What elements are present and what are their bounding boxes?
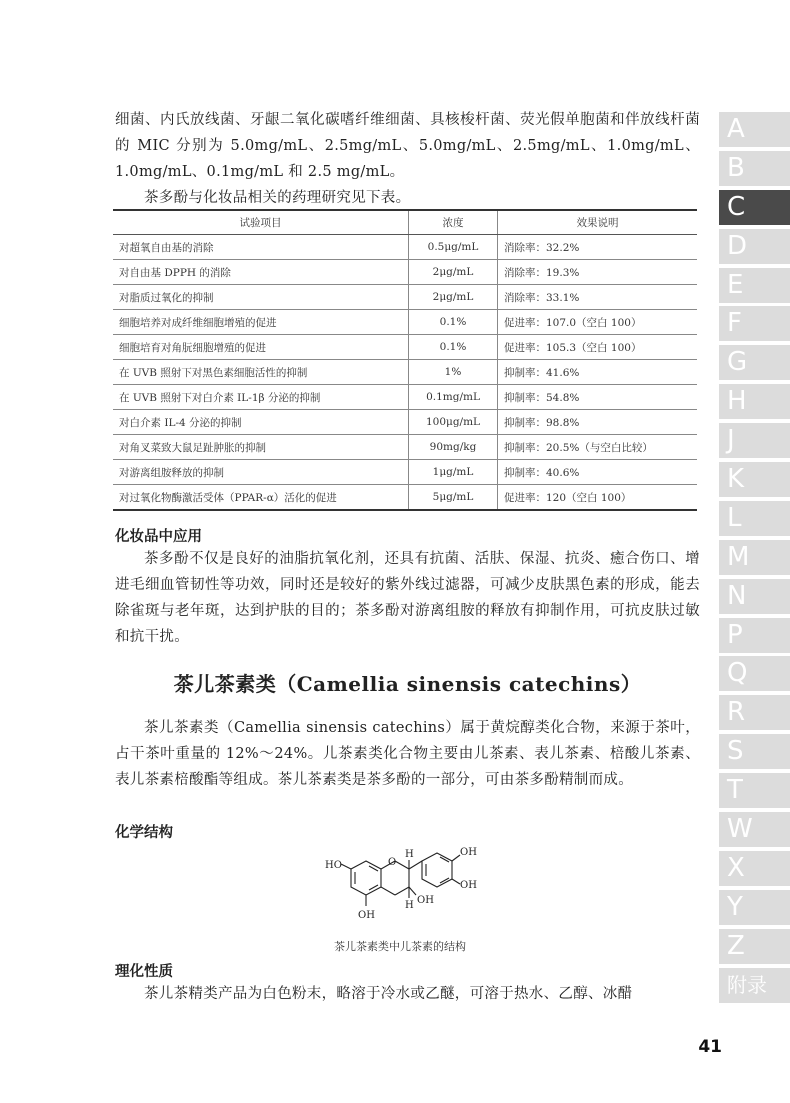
header-test-item: 试验项目	[113, 210, 409, 235]
cell-concentration: 5μg/mL	[409, 485, 498, 511]
heading-chemical-structure: 化学结构	[115, 825, 173, 841]
cell-concentration: 90mg/kg	[409, 435, 498, 460]
index-tab-appendix[interactable]: 附录	[719, 968, 790, 1003]
index-tab-y[interactable]: Y	[719, 890, 790, 925]
index-tab-b[interactable]: B	[719, 151, 790, 186]
ring-oxygen-label: O	[388, 857, 397, 868]
cell-effect: 抑制率：40.6%	[498, 460, 698, 485]
index-tab-q[interactable]: Q	[719, 656, 790, 691]
index-tab-g[interactable]: G	[719, 345, 790, 380]
table-row	[113, 335, 697, 360]
index-tab-s[interactable]: S	[719, 734, 790, 769]
header-effect: 效果说明	[498, 210, 698, 235]
cell-concentration: 0.1%	[409, 310, 498, 335]
cell-effect: 消除率：33.1%	[498, 285, 698, 310]
cell-effect: 消除率：32.2%	[498, 235, 698, 260]
cell-concentration: 0.5μg/mL	[409, 235, 498, 260]
cell-effect: 抑制率：20.5%（与空白比较）	[498, 435, 698, 460]
index-tab-m[interactable]: M	[719, 540, 790, 575]
table-row	[113, 260, 697, 285]
table-row	[113, 310, 697, 335]
index-tab-n[interactable]: N	[719, 579, 790, 614]
index-tab-h[interactable]: H	[719, 384, 790, 419]
index-tab-x[interactable]: X	[719, 851, 790, 886]
paragraph-cosmetics: 茶多酚不仅是良好的油脂抗氧化剂，还具有抗菌、活肤、保湿、抗炎、癒合伤口、增进毛细血管韧性等功效，同时还是较好的紫外线过滤器，可减少皮肤黑色素的形成，能去除雀斑与老年斑，达到护肤的目的；茶多酚对游离组胺的释放有抑制作用，可抗皮肤过敏和抗干扰。	[115, 551, 700, 645]
index-tab-z[interactable]: Z	[719, 929, 790, 964]
oh-bottom-label: OH	[358, 910, 375, 921]
page-number: 41	[698, 1037, 722, 1057]
table-row	[113, 460, 697, 485]
table-intro: 茶多酚与化妆品相关的药理研究见下表。	[144, 190, 411, 206]
table-row	[113, 385, 697, 410]
catechin-structure-diagram	[300, 838, 500, 953]
cell-effect: 促进率：107.0（空白 100）	[498, 310, 698, 335]
oh-right-label: OH	[460, 880, 477, 891]
heading-cosmetics-application: 化妆品中应用	[115, 529, 202, 545]
paragraph-mic: 细菌、内氏放线菌、牙龈二氧化碳嗜纤维细菌、具核梭杆菌、荧光假单胞菌和伴放线杆菌的 MIC 分别为 5.0mg/mL、2.5mg/mL、5.0mg/mL、2.5mg/mL、1.0mg/mL、1.0mg/mL、0.1mg/mL 和 2.5 mg/mL。	[115, 112, 700, 180]
structure-bonds	[341, 853, 460, 906]
cell-test-item: 对脂质过氧化的抑制	[113, 285, 409, 310]
index-tab-d[interactable]: D	[719, 229, 790, 264]
table-row	[113, 410, 697, 435]
cell-test-item: 对超氧自由基的消除	[113, 235, 409, 260]
cell-effect: 抑制率：41.6%	[498, 360, 698, 385]
cell-concentration: 100μg/mL	[409, 410, 498, 435]
h-bottom-label: H	[405, 900, 414, 911]
index-tab-w[interactable]: W	[719, 812, 790, 847]
heading-physicochemical-properties: 理化性质	[115, 964, 173, 980]
table-row	[113, 285, 697, 310]
index-tab-f[interactable]: F	[719, 306, 790, 341]
section-title: 茶儿茶素类（Camellia sinensis catechins）	[173, 672, 642, 696]
index-tab-p[interactable]: P	[719, 618, 790, 653]
index-tab-e[interactable]: E	[719, 268, 790, 303]
cell-test-item: 细胞培养对成纤维细胞增殖的促进	[113, 310, 409, 335]
index-tab-c[interactable]: C	[719, 190, 790, 225]
cell-effect: 促进率：120（空白 100）	[498, 485, 698, 511]
cell-test-item: 对游离组胺释放的抑制	[113, 460, 409, 485]
table-header-row	[113, 210, 697, 235]
cell-test-item: 在 UVB 照射下对黑色素细胞活性的抑制	[113, 360, 409, 385]
paragraph-physchem: 茶儿茶精类产品为白色粉末，略溶于冷水或乙醚，可溶于热水、乙醇、冰醋	[144, 986, 633, 1002]
cell-test-item: 对过氧化物酶激活受体（PPAR-α）活化的促进	[113, 485, 409, 511]
oh-top-right-label: OH	[460, 847, 477, 858]
cell-concentration: 2μg/mL	[409, 285, 498, 310]
index-tab-l[interactable]: L	[719, 501, 790, 536]
pharmacology-table	[113, 209, 697, 511]
cell-test-item: 对白介素 IL-4 分泌的抑制	[113, 410, 409, 435]
cell-effect: 抑制率：54.8%	[498, 385, 698, 410]
index-tab-a[interactable]: A	[719, 112, 790, 147]
cell-concentration: 1μg/mL	[409, 460, 498, 485]
table-row	[113, 360, 697, 385]
index-tab-k[interactable]: K	[719, 462, 790, 497]
index-tab-t[interactable]: T	[719, 773, 790, 808]
index-tab-r[interactable]: R	[719, 695, 790, 730]
table-row	[113, 435, 697, 460]
cell-effect: 消除率：19.3%	[498, 260, 698, 285]
cell-concentration: 0.1mg/mL	[409, 385, 498, 410]
structure-caption: 茶儿茶素类中儿茶素的结构	[334, 940, 466, 953]
alphabet-index-tabs	[719, 112, 790, 1006]
cell-concentration: 2μg/mL	[409, 260, 498, 285]
cell-test-item: 对角叉菜致大鼠足趾肿胀的抑制	[113, 435, 409, 460]
paragraph-catechins: 茶儿茶素类（Camellia sinensis catechins）属于黄烷醇类化合物，来源于茶叶，占干茶叶重量的 12%～24%。儿茶素类化合物主要由儿茶素、表儿茶素、棓酸儿茶素、表儿茶素棓酸酯等组成。茶儿茶素类是茶多酚的一部分，可由茶多酚精制而成。	[115, 720, 700, 788]
cell-concentration: 0.1%	[409, 335, 498, 360]
cell-test-item: 在 UVB 照射下对白介素 IL-1β 分泌的抑制	[113, 385, 409, 410]
table-row	[113, 235, 697, 260]
cell-test-item: 细胞培育对角朊细胞增殖的促进	[113, 335, 409, 360]
cell-concentration: 1%	[409, 360, 498, 385]
h-top-label: H	[405, 849, 414, 860]
ho-left-label: HO	[325, 860, 342, 871]
cell-test-item: 对自由基 DPPH 的消除	[113, 260, 409, 285]
cell-effect: 抑制率：98.8%	[498, 410, 698, 435]
oh-c3-label: OH	[417, 895, 434, 906]
table-row	[113, 485, 697, 511]
cell-effect: 促进率：105.3（空白 100）	[498, 335, 698, 360]
header-concentration: 浓度	[409, 210, 498, 235]
index-tab-j[interactable]: J	[719, 423, 790, 458]
